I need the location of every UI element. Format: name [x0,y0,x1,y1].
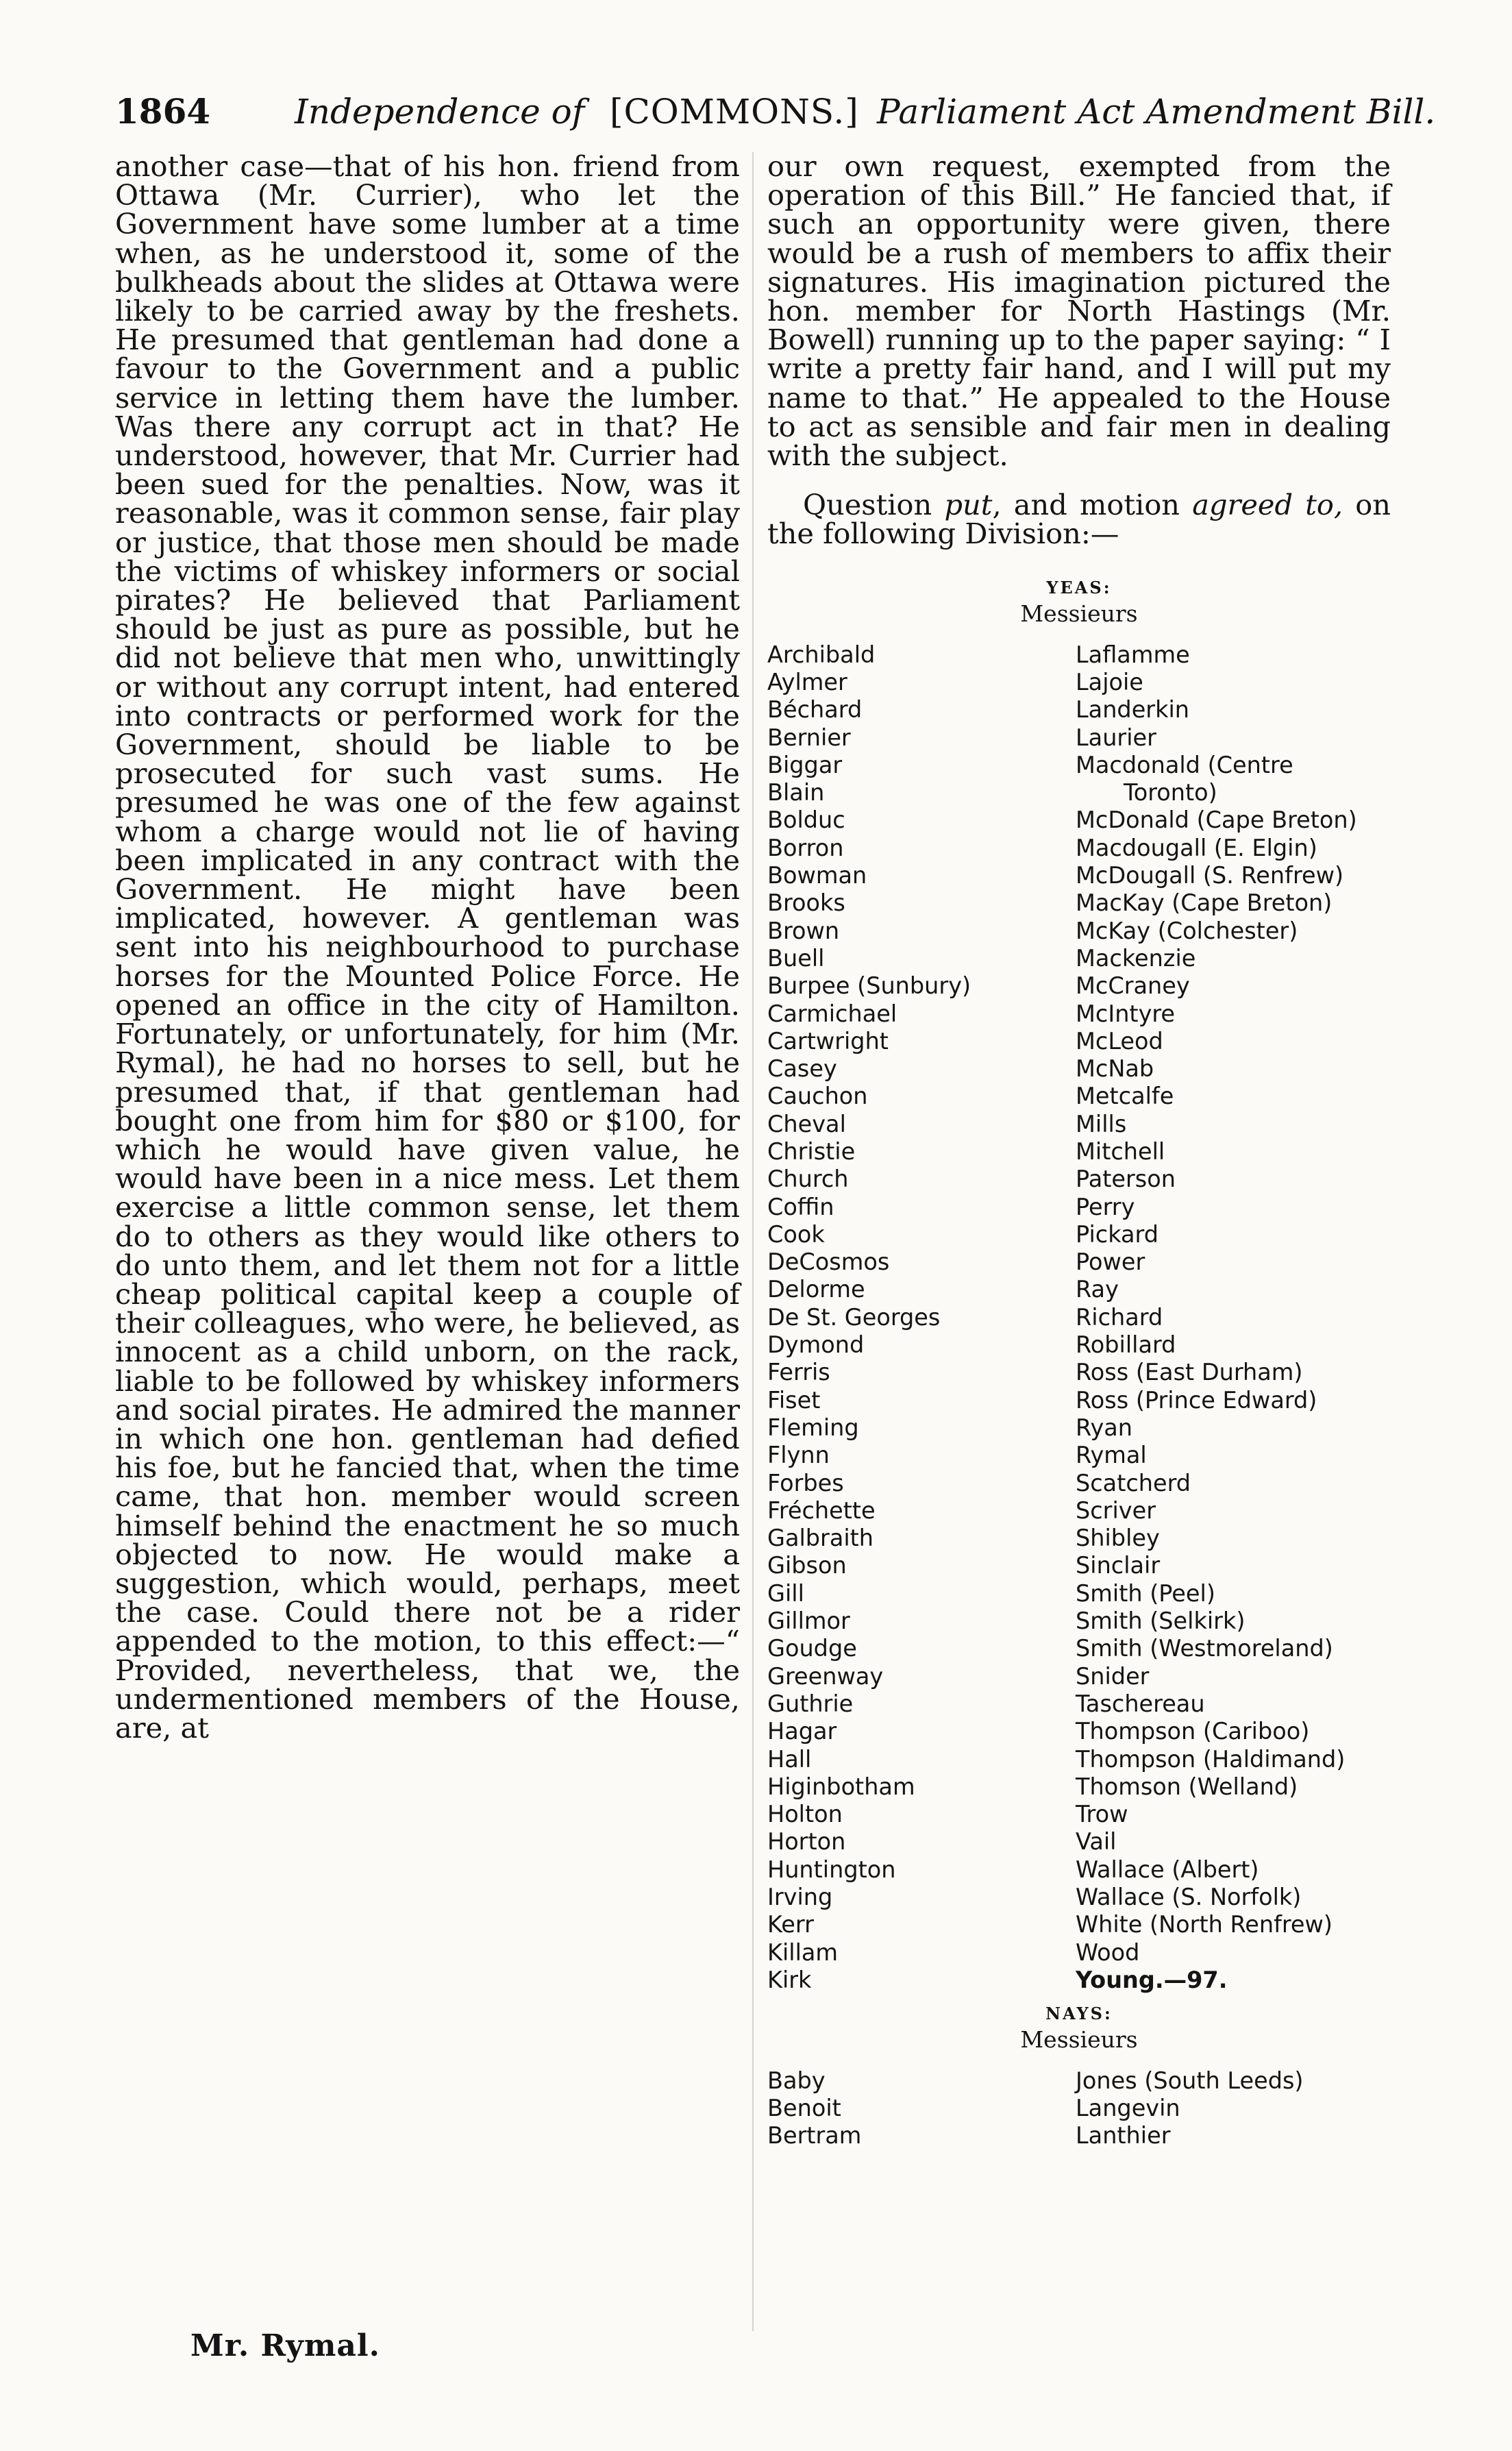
member-name: Kirk [767,1966,812,1993]
member-name: Mackenzie [1076,944,1196,972]
member-name: Goudge [767,1635,857,1662]
nays-list [767,2067,1391,2156]
member-name: Taschereau [1076,1690,1205,1717]
member-name: Kerr [767,1911,814,1938]
member-name: Gill [767,1579,804,1607]
member-name: McIntyre [1076,1000,1176,1027]
right-column [767,149,1391,2156]
member-name: Huntington [767,1856,896,1883]
member-name: Bolduc [767,806,845,834]
member-name: Metcalfe [1076,1083,1174,1110]
member-name: Gillmor [767,1608,850,1635]
member-name: Shibley [1076,1525,1160,1552]
member-name: McDougall (S. Renfrew) [1076,862,1344,889]
member-name: Hagar [767,1718,837,1745]
question-before: Question [803,488,945,522]
member-name: McLeod [1076,1027,1163,1055]
member-name: Buell [767,944,825,972]
member-name: Mills [1076,1110,1127,1137]
member-name: Delorme [767,1276,865,1303]
member-name: Smith (Selkirk) [1076,1608,1245,1635]
header-house: [COMMONS.] [610,92,859,132]
member-name: Young.—97. [1076,1966,1228,1993]
member-name: Thompson (Cariboo) [1076,1718,1310,1745]
member-name: Macdonald (Centre [1076,751,1293,778]
member-name: Christie [767,1137,856,1165]
member-name: Ross (East Durham) [1076,1359,1303,1386]
member-name: Toronto) [1124,779,1217,806]
question-paragraph [767,488,1391,551]
nays-right-column [1076,2067,1303,2150]
yeas-left-column [767,641,971,1995]
yeas-subheading: Messieurs [1020,600,1138,627]
member-name: Power [1076,1248,1145,1276]
member-name: McKay (Colchester) [1076,917,1298,944]
member-name: Ryan [1076,1414,1133,1441]
member-name: McNab [1076,1055,1154,1083]
member-name: Dymond [767,1331,865,1359]
member-name: Fréchette [767,1497,876,1524]
question-after: on the following Division:— [767,488,1391,551]
member-name: Wallace (Albert) [1076,1856,1259,1883]
member-name: Smith (Peel) [1076,1579,1215,1607]
member-name: Laurier [1076,724,1156,751]
member-name: McDonald (Cape Breton) [1076,806,1357,834]
nays-left-column [767,2067,861,2150]
member-name: Scriver [1076,1497,1156,1524]
member-name: Vail [1076,1828,1117,1856]
member-name: Laflamme [1076,641,1190,668]
member-name: Archibald [767,641,876,668]
member-name: Carmichael [767,1000,897,1027]
member-name: Thomson (Welland) [1076,1773,1298,1800]
speaker-signature: Mr. Rymal. [190,2328,380,2363]
member-name: Thompson (Haldimand) [1076,1745,1346,1773]
column-divider [752,152,754,2331]
member-name: Ross (Prince Edward) [1076,1386,1317,1414]
member-name: Benoit [767,2094,841,2121]
member-name: Rymal [1076,1442,1147,1469]
member-name: Béchard [767,696,863,724]
member-name: Greenway [767,1662,884,1690]
member-name: DeCosmos [767,1248,890,1276]
member-name: Trow [1076,1801,1128,1828]
member-name: Mitchell [1076,1137,1165,1165]
page-number: 1864 [115,91,211,132]
member-name: Lajoie [1076,668,1143,695]
member-name: Snider [1076,1662,1150,1690]
member-name: Jones (South Leeds) [1076,2067,1304,2094]
member-name: White (North Renfrew) [1076,1911,1333,1938]
member-name: Paterson [1076,1166,1176,1193]
member-name: Fiset [767,1386,821,1414]
header-left-title: Independence of [295,92,585,132]
member-name: McCraney [1076,972,1190,1000]
member-name: Forbes [767,1469,844,1497]
member-name: Flynn [767,1442,830,1469]
member-name: Perry [1076,1193,1135,1220]
member-name: Cook [767,1220,825,1248]
member-name: Ferris [767,1359,830,1386]
nays-subheading: Messieurs [1020,2025,1138,2053]
member-name: Galbraith [767,1525,874,1552]
left-column [115,149,740,1745]
member-name: Bowman [767,862,867,889]
question-agreed: agreed to, [1192,488,1343,522]
question-put: put [944,488,993,522]
member-name: Landerkin [1076,696,1190,724]
member-name: Holton [767,1801,843,1828]
header-right-title: Parliament Act Amendment Bill. [877,92,1436,132]
running-header [115,88,1436,143]
member-name: Scatcherd [1076,1469,1191,1497]
member-name: Casey [767,1055,837,1083]
member-name: Killam [767,1938,839,1966]
member-name: Cartwright [767,1027,889,1055]
question-middle: , and motion [992,488,1193,522]
member-name: Horton [767,1828,846,1856]
yeas-right-column [1076,641,1357,1995]
member-name: Fleming [767,1414,859,1441]
member-name: Brooks [767,889,845,917]
member-name: Coffin [767,1193,834,1220]
member-name: Gibson [767,1552,847,1579]
member-name: Church [767,1166,849,1193]
member-name: Baby [767,2067,826,2094]
member-name: Bertram [767,2122,862,2150]
member-name: Sinclair [1076,1552,1161,1579]
member-name: Robillard [1076,1331,1176,1359]
member-name: Borron [767,834,844,861]
member-name: Hall [767,1745,812,1773]
member-name: Ray [1076,1276,1119,1303]
member-name: Wood [1076,1938,1140,1966]
member-name: Wallace (S. Norfolk) [1076,1884,1302,1910]
yeas-list [767,641,1391,1998]
member-name: Smith (Westmoreland) [1076,1635,1333,1662]
member-name: Cauchon [767,1083,868,1110]
member-name: Aylmer [767,668,847,695]
member-name: Blain [767,779,825,806]
member-name: Burpee (Sunbury) [767,972,971,1000]
left-paragraph: another case—that of his hon. friend from Ottawa (Mr. Currier), who let the Government have some lumber at a time when, as he understood it, some of the bulkheads about the slides at Ottawa were likely to be carried away by the freshets. He presumed that gentleman had done a favour to the Government and a public service in letting them have the lumber. Was there any corrupt act in that? He understood, however, that Mr. Currier had been sued for the penalties. Now, was it reasonable, was it common sense, fair play or justice, that those men should be made the victims of whiskey informers or social pirates? He believed that Parliament should be just as pure as possible, but he did not believe that men who, unwittingly or without any corrupt intent, had entered into contracts or performed work for the Government, should be liable to be prosecuted for such vast sums. He presumed he was one of the few against whom a charge would not lie of having been implicated in any contract with the Government. He might have been implicated, however. A gentleman was sent into his neighbourhood to purchase horses for the Mounted Police Force. He opened an office in the city of Hamilton. Fortunately, or unfortunately, for him (Mr. Rymal), he had no horses to sell, but he presumed that, if that gentleman had bought one from him for $80 or $100, for which he would have given value, he would have been in a nice mess. Let them exercise a little common sense, let them do to others as they would like others to do unto them, and let them not for a little cheap political capital keep a couple of their colleagues, who were, he believed, as innocent as a child unborn, on the rack, liable to be followed by whiskey informers and social pirates. He admired the manner in which one hon. gentleman had defied his foe, but he fancied that, when the time came, that hon. member would screen himself behind the enactment he so much objected to now. He would make a suggestion, which would, perhaps, meet the case. Could there not be a rider appended to the motion, to this effect:—“ Provided, nevertheless, that we, the undermentioned members of the House, are, at [115,149,740,1745]
right-paragraph: our own request, exempted from the operation of this Bill.” He fancied that, if such an opportunity were given, there would be a rush of members to affix their signatures. His imagination pictured the hon. member for North Hastings (Mr. Bowell) running up to the paper saying: “ I write a pretty fair hand, and I will put my name to that.” He appealed to the House to act as sensible and fair men in dealing with the subject. [767,149,1391,473]
yeas-heading: YEAS: [1046,577,1112,598]
nays-heading: NAYS: [1045,2003,1113,2023]
member-name: De St. Georges [767,1303,941,1331]
member-name: Irving [767,1884,833,1910]
member-name: Cheval [767,1110,846,1137]
member-name: Biggar [767,751,843,778]
member-name: Brown [767,917,840,944]
member-name: Higinbotham [767,1773,915,1800]
member-name: Pickard [1076,1220,1158,1248]
member-name: Bernier [767,724,851,751]
member-name: Guthrie [767,1690,854,1717]
member-name: Langevin [1076,2094,1180,2121]
member-name: Lanthier [1076,2122,1171,2150]
member-name: Richard [1076,1303,1163,1331]
member-name: Macdougall (E. Elgin) [1076,834,1317,861]
member-name: MacKay (Cape Breton) [1076,889,1333,917]
